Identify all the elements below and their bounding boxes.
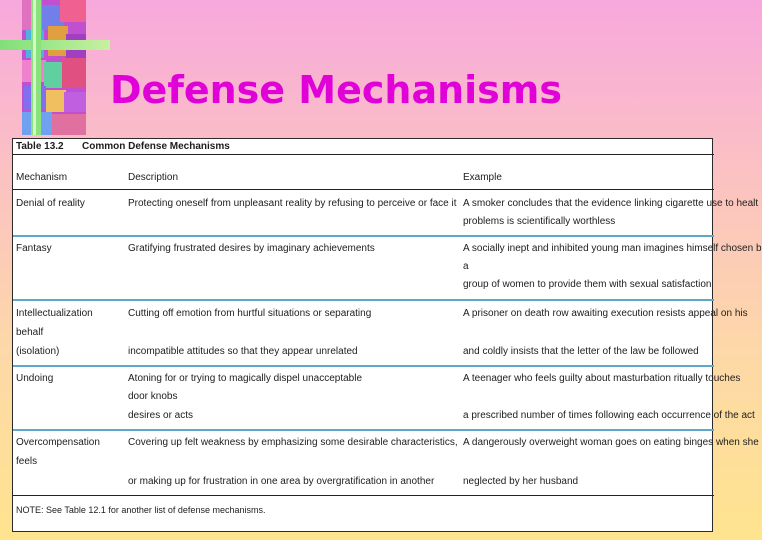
row-divider: [13, 365, 714, 367]
row-example: and coldly insists that the letter of the law be followed: [463, 346, 699, 357]
row-description: door knobs: [128, 391, 178, 402]
header-mechanism: Mechanism: [16, 172, 68, 183]
row-description: desires or acts: [128, 410, 194, 421]
header-rule: [13, 189, 714, 190]
row-description: Protecting oneself from unpleasant reality by refusing to perceive or face it: [128, 198, 457, 209]
row-description: Gratifying frustrated desires by imaginary achievements: [128, 243, 375, 254]
bottom-rule: [13, 495, 714, 496]
row-mechanism: feels: [16, 456, 38, 467]
vertical-bar-highlight: [33, 0, 36, 135]
row-example: group of women to provide them with sexual satisfaction: [463, 279, 712, 290]
caption-rule: [13, 154, 714, 155]
row-mechanism: Undoing: [16, 373, 54, 384]
table-caption: Common Defense Mechanisms: [82, 141, 230, 152]
row-example: A prisoner on death row awaiting execution resists appeal on his: [463, 308, 748, 319]
row-example: A socially inept and inhibited young man imagines himself chosen b: [463, 243, 762, 254]
row-example: A dangerously overweight woman goes on eating binges when she: [463, 437, 759, 448]
row-mechanism: Fantasy: [16, 243, 52, 254]
row-mechanism: Overcompensation: [16, 437, 100, 448]
row-description: incompatible attitudes so that they appear unrelated: [128, 346, 358, 357]
row-example: neglected by her husband: [463, 476, 579, 487]
table-note: NOTE: See Table 12.1 for another list of defense mechanisms.: [16, 505, 266, 515]
row-description: or making up for frustration in one area by overgratification in another: [128, 476, 435, 487]
row-description: Covering up felt weakness by emphasizing some desirable characteristics,: [128, 437, 458, 448]
row-description: Cutting off emotion from hurtful situations or separating: [128, 308, 372, 319]
defense-mechanisms-table: [12, 138, 762, 532]
green-horizontal-bar: [0, 40, 110, 50]
row-mechanism: Intellectualization: [16, 308, 93, 319]
row-mechanism: behalf: [16, 327, 44, 338]
row-divider: [13, 235, 714, 237]
row-mechanism: (isolation): [16, 346, 60, 357]
row-example: problems is scientifically worthless: [463, 216, 616, 227]
header-example: Example: [463, 172, 502, 183]
slide-title: Defense Mechanisms: [110, 68, 563, 112]
row-divider: [13, 299, 714, 301]
table-number: Table 13.2: [16, 141, 64, 152]
row-divider: [13, 429, 714, 431]
row-example: a prescribed number of times following each occurrence of the act: [463, 410, 755, 421]
row-description: Atoning for or trying to magically dispel unacceptable: [128, 373, 363, 384]
row-example: A smoker concludes that the evidence linking cigarette use to healt: [463, 198, 759, 209]
row-mechanism: Denial of reality: [16, 198, 85, 209]
row-example: A teenager who feels guilty about masturbation ritually touches: [463, 373, 741, 384]
row-example: a: [463, 261, 469, 272]
header-description: Description: [128, 172, 179, 183]
